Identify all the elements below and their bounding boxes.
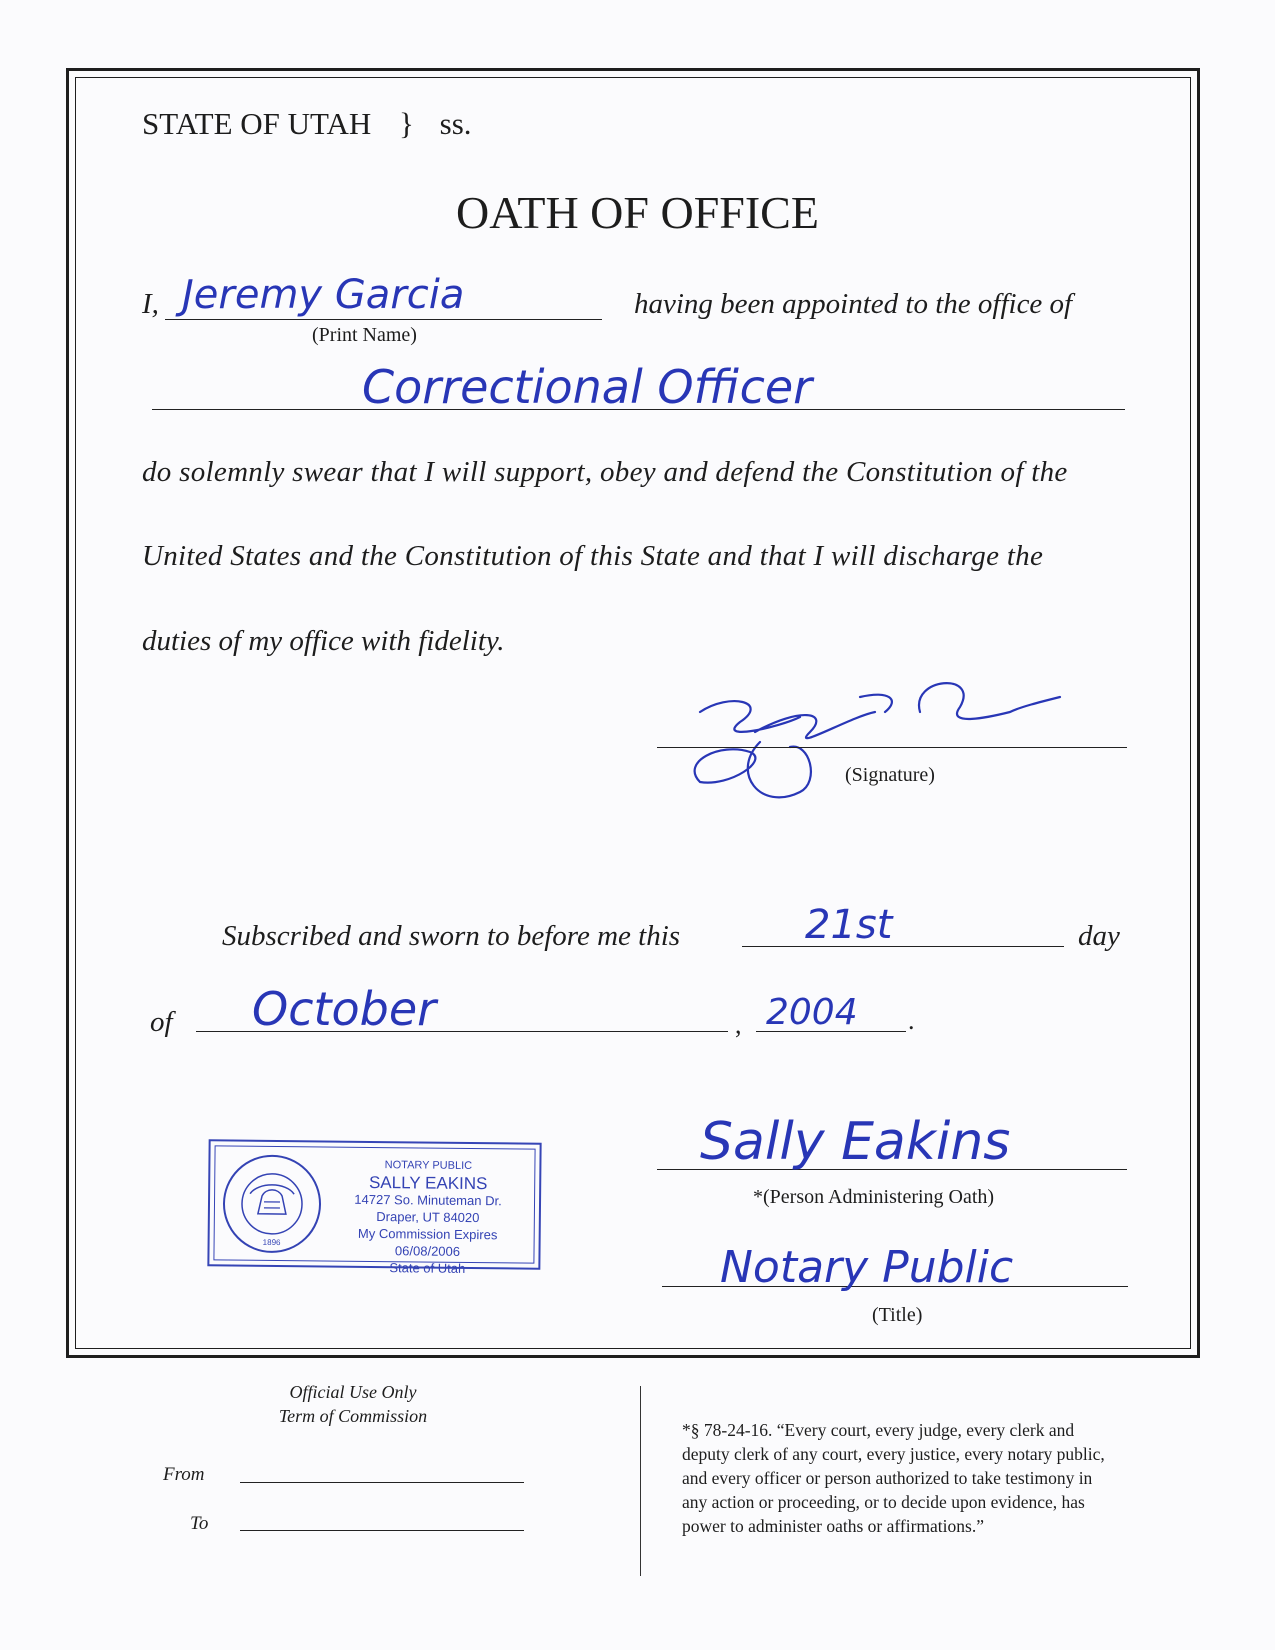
statute-text bbox=[682, 1418, 1105, 1538]
day-line bbox=[742, 946, 1064, 947]
notary-stamp bbox=[207, 1139, 541, 1276]
from-line bbox=[240, 1482, 524, 1483]
stamp-text bbox=[327, 1157, 528, 1278]
signature-caption: (Signature) bbox=[845, 764, 935, 786]
statute-line-4: any action or proceeding, or to decide upon evidence, has bbox=[682, 1492, 1085, 1512]
administrator-signature: Sally Eakins bbox=[700, 1112, 1011, 1172]
seal-year: 1896 bbox=[262, 1237, 281, 1248]
subscribed-text: Subscribed and sworn to before me this bbox=[222, 920, 681, 952]
print-name-caption: (Print Name) bbox=[312, 324, 417, 346]
to-line bbox=[240, 1530, 524, 1531]
oath-body-line-3: duties of my office with fidelity. bbox=[142, 625, 505, 657]
to-label: To bbox=[190, 1513, 209, 1534]
state-heading bbox=[142, 106, 472, 142]
statute-line-2: deputy clerk of any court, every justice, every notary public, bbox=[682, 1444, 1105, 1464]
administrator-caption: *(Person Administering Oath) bbox=[753, 1186, 995, 1208]
period: . bbox=[908, 1006, 915, 1035]
stamp-line-6: State of Utah bbox=[389, 1260, 466, 1276]
term-label: Term of Commission bbox=[278, 1406, 428, 1426]
title-caption: (Title) bbox=[872, 1304, 923, 1326]
oath-body-line-2: United States and the Constitution of this State and that I will discharge the bbox=[142, 540, 1044, 572]
statute-line-1: *§ 78-24-16. “Every court, every judge, every clerk and bbox=[682, 1420, 1075, 1440]
state-name: STATE OF UTAH bbox=[142, 106, 372, 141]
brace: } bbox=[399, 106, 414, 141]
print-name-value: Jeremy Garcia bbox=[182, 272, 465, 318]
stamp-line-1: NOTARY PUBLIC bbox=[384, 1159, 473, 1173]
month-value: October bbox=[252, 982, 437, 1036]
day-text: day bbox=[1078, 920, 1120, 952]
state-seal-icon bbox=[219, 1151, 324, 1256]
stamp-line-4: Draper, UT 84020 bbox=[376, 1209, 480, 1226]
signature-line bbox=[657, 747, 1127, 748]
officer-signature bbox=[660, 672, 1080, 812]
stamp-line-5: My Commission Expires 06/08/2006 bbox=[357, 1225, 498, 1259]
stamp-line-2: SALLY EAKINS bbox=[368, 1172, 488, 1194]
ss-label: ss. bbox=[439, 106, 472, 141]
official-use-label: Official Use Only bbox=[289, 1382, 417, 1402]
footer-divider bbox=[640, 1386, 641, 1576]
year-value: 2004 bbox=[766, 992, 858, 1033]
day-value: 21st bbox=[805, 902, 893, 948]
page-title: OATH OF OFFICE bbox=[456, 187, 819, 238]
from-label: From bbox=[163, 1464, 205, 1485]
appointed-text: having been appointed to the office of bbox=[634, 288, 1073, 320]
comma: , bbox=[735, 1010, 742, 1039]
print-name-line bbox=[165, 319, 602, 320]
statute-line-5: power to administer oaths or affirmations.” bbox=[682, 1516, 984, 1536]
oath-body-line-1: do solemnly swear that I will support, obey and defend the Constitution of the bbox=[142, 456, 1068, 488]
title-value: Notary Public bbox=[720, 1242, 1014, 1293]
i-prefix: I, bbox=[142, 288, 159, 320]
statute-line-3: and every officer or person authorized to take testimony in bbox=[682, 1468, 1093, 1488]
stamp-line-3: 14727 So. Minuteman Dr. bbox=[354, 1191, 502, 1209]
of-text: of bbox=[150, 1006, 173, 1038]
office-value: Correctional Officer bbox=[362, 360, 813, 414]
